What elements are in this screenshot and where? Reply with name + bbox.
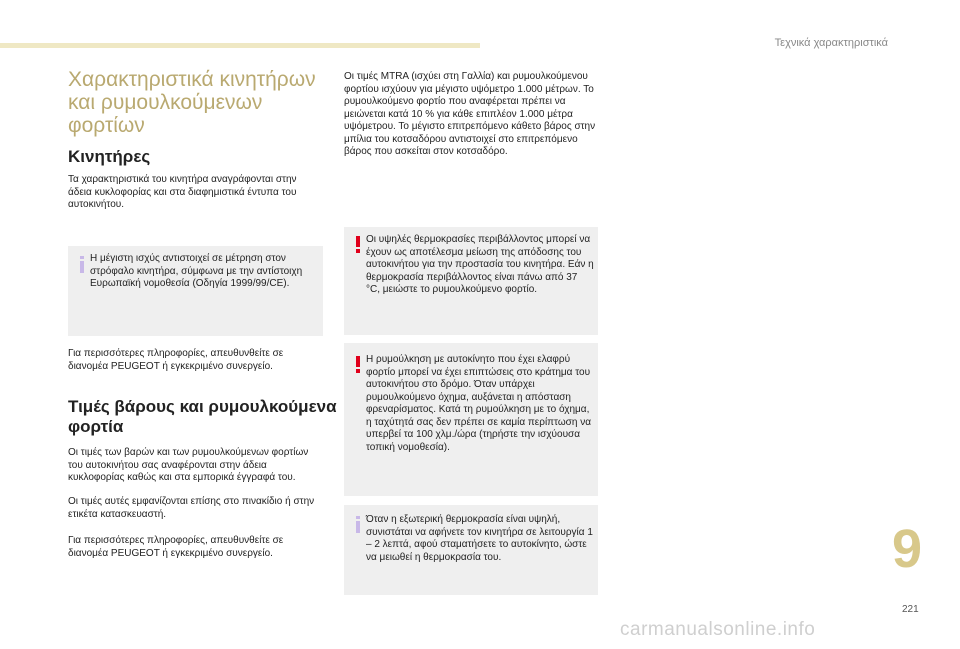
warning-box-towing-text: Η ρυμούλκηση με αυτοκίνητο που έχει ελαφρύ φορτίο μπορεί να έχει επιπτώσεις στο κράτημα του αυτοκινήτου στο δρόμο. Όταν υπάρχει ρυμουλκούμενο όχημα, αυξάνεται η απόσταση φρεναρίσματος. Κατά τη ρυμούλκηση με το όχημα, η ταχύτητά σας δεν πρέπει σε καμία περίπτωση να υπερβεί τα 100 χλμ./ώρα (τηρήστε την ισχύουσα τοπική νομοθεσία). (366, 354, 591, 453)
warning-icon (353, 356, 363, 373)
engines-heading: Κινητήρες (68, 147, 151, 166)
section-header: Τεχνικά χαρακτηριστικά (774, 37, 888, 49)
warning-box-temperature (344, 227, 598, 335)
weights-paragraph-3: Για περισσότερες πληροφορίες, απευθυνθείτε σε διανομέα PEUGEOT ή εγκεκριμένο συνεργείο. (68, 535, 284, 559)
page-number: 221 (902, 604, 919, 615)
info-icon (77, 256, 87, 273)
weights-paragraph-2: Οι τιμές αυτές εμφανίζονται επίσης στο πινακίδιο ή στην ετικέτα κατασκευαστή. (68, 496, 315, 520)
warning-box-temperature-text: Οι υψηλές θερμοκρασίες περιβάλλοντος μπορεί να έχουν ως αποτέλεσμα μείωση της απόδοσης του αυτοκινήτου για την προστασία του κινητήρα. Εάν η θερμοκρασία περιβάλλοντος είναι πάνω από 37 °C, μειώστε το ρυμουλκούμενο φορτίο. (366, 234, 594, 295)
watermark: carmanualsonline.info (620, 619, 816, 640)
info-icon (353, 516, 363, 533)
header-rule (0, 43, 480, 48)
engines-more-info: Για περισσότερες πληροφορίες, απευθυνθείτε σε διανομέα PEUGEOT ή εγκεκριμένο συνεργείο. (68, 348, 284, 372)
weights-heading: Τιμές βάρους και ρυμουλκούμενα φορτία (68, 397, 337, 436)
engines-intro: Τα χαρακτηριστικά του κινητήρα αναγράφονται στην άδεια κυκλοφορίας και στα διαφημιστικά έντυπα του αυτοκινήτου. (68, 174, 297, 210)
page-title: Χαρακτηριστικά κινητήρων και ρυμουλκούμενων φορτίων (68, 68, 316, 137)
weights-paragraph-1: Οι τιμές των βαρών και των ρυμουλκούμενων φορτίων του αυτοκινήτου σας αναφέρονται στην άδεια κυκλοφορίας καθώς και στα εμπορικά έγγραφά του. (68, 447, 309, 483)
info-box-cooling-text: Όταν η εξωτερική θερμοκρασία είναι υψηλή, συνιστάται να αφήνετε τον κινητήρα σε λειτουργία 1 – 2 λεπτά, αφού σταματήσετε το αυτοκίνητο, ώστε να μειωθεί η θερμοκρασία του. (366, 514, 593, 563)
chapter-number: 9 (892, 519, 923, 579)
warning-box-towing (344, 343, 598, 496)
mtra-paragraph: Οι τιμές MTRA (ισχύει στη Γαλλία) και ρυμουλκούμενου φορτίου ισχύουν για μέγιστο υψόμετρο 1.000 μέτρων. Το ρυμουλκούμενο φορτίο που αναφέρεται πρέπει να μειώνεται κατά 10 % για κάθε επιπλέον 1.000 μέτρα υψόμετρου. Το μέγιστο επιτρεπόμενο κάθετο βάρος στην μπίλια του κοτσαδόρου αντιστοιχεί στο επιτρεπόμενο βάρος που ασκείται στον κοτσαδόρο. (344, 71, 596, 157)
info-box-engines-text: Η μέγιστη ισχύς αντιστοιχεί σε μέτρηση στον στρόφαλο κινητήρα, σύμφωνα με την αντίστοιχη Ευρωπαϊκή νομοθεσία (Οδηγία 1999/99/CE). (90, 253, 303, 289)
info-box-engines (68, 246, 323, 336)
info-box-cooling (344, 505, 598, 595)
warning-icon (353, 236, 363, 253)
